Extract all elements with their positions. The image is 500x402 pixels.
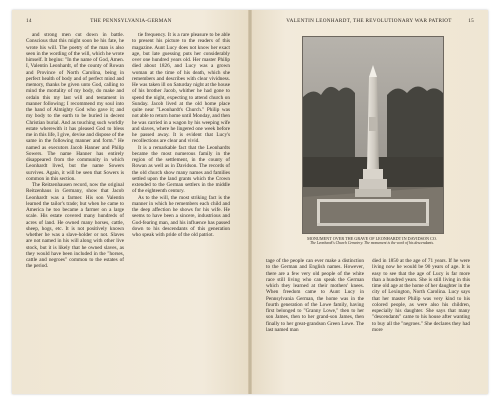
- photo-caption: [280, 236, 464, 246]
- book-spread: [12, 10, 488, 394]
- paragraph: and strong men cut down in battle. Conscious that this might soon be his fate, he wrote his will. The poetry of the man is also seen in the wording of the will, which he wrote himself. It begins: "In the name of God, Amen. I, Valentin Leonhardt, of the county of Rowan and Province of North Carolina, being in perfect health of body and of perfect mind and memory, thanks be given unto God, calling to mind the mortality of my body, do make and ordain this my last will and testament in manner following; I recommend my soul into the hand of Almighty God who gave it; and my body to the earth to be buried in decent Christian burial. And as touching such worldly estate wherewith it has pleased God to bless me in this life, I give, devise and dispose of the same in the following manner and form." He named as executors Jacob Hanner and Philip Sowers. The name Hanner has entirely disappeared from the community in which Leonhardt lived, but the name Sowers survives. Again, it will be seen that Sowers is common in this section.: [26, 32, 124, 182]
- monument-image: [303, 37, 443, 233]
- left-running-head: [26, 18, 236, 28]
- running-title: VALENTIN LEONHARDT, THE REVOLUTIONARY WAR PATRIOT: [286, 18, 452, 24]
- right-column-1: [266, 258, 364, 386]
- monument-photo: [302, 36, 444, 234]
- paragraph: It is a remarkable fact that the Leonhardts became the most numerous family in the region of the settlement, in the county of Rowan as well as in Davidson. The records of the old church show many names and families settled upon the land grants which the Crown extended to the German settlers in the middle of the eighteenth century.: [132, 144, 230, 195]
- paragraph: The Reitzenhausen record, now the original Reitzenhaus in Germany, show that Jacob Leonhardt was a farmer. His son Valentin learned the tailor's trade; but when he came to America he too became a farmer on a large scale. His estate covered many hundreds of acres of land. He owned many horses, cattle, sheep, hogs, etc. It is not positively known whether he was a slave-holder or not. Slaves are not named in his will along with other live stock, but it is likely that he owned slaves, as they would have been included in the "horses, cattle and negroes" common to the estates of the period.: [26, 182, 124, 270]
- running-title: THE PENNSYLVANIA-GERMAN: [90, 18, 172, 24]
- page-number: 14: [26, 18, 32, 24]
- right-page: [250, 10, 488, 394]
- left-page: [12, 10, 250, 394]
- right-column-2: [372, 258, 470, 386]
- paragraph: As to the will, the most striking fact is the manner in which he remembers each child and the deep affection he shows for his wife. He seems to have been a sincere, industrious and God-fearing man, and his influence has passed down to his descendants of this generation who speak with pride of the old patriot.: [132, 194, 230, 238]
- paragraph: tage of the people can ever make a distinction to the German and English names. However, there are a few very old people of the white race still living who can speak the German which they learned at their mothers' knees. When freedom came to Aunt Lucy in Pennsylvania German, the home was in the fourth generation of the Lowe family, having first belonged to "Granny Lowe," then to her son James, then to her grand-son James, then finally to her great-grandson Green Lowe. The last named man: [266, 258, 364, 333]
- right-running-head: [264, 18, 474, 28]
- caption-subtitle: The Leonhardt's Church Cemetery. The monument is the work of his descendants.: [310, 241, 434, 245]
- left-column-1: [26, 32, 124, 382]
- page-number: 15: [468, 18, 474, 24]
- book-gutter: [248, 10, 252, 394]
- paragraph: tie frequency. It is a rare pleasure to be able to present his picture to the readers of this magazine. Aunt Lucy does not know her exact age, but late guessing puts her considerably over one hundred years old. Her master Philip died about 1826, and Lucy was a grown woman at the time of his death, which she remembers and describes with clear vividness. He was taken ill on Saturday night at the house of his brother Jacob, whither he had gone to spend the night, expecting to attend church on Sunday. Jacob lived at the old home place quite near "Leonhardt's Church." Philip was not able to return home until Monday, and then he was carried in a wagon by his weeping wife and slaves, where he lingered one week before he passed away. It is evident that Lucy's recollections are clear and vivid.: [132, 32, 230, 145]
- caption-title: MONUMENT OVER THE GRAVE OF LEONHARDT IN DAVIDSON CO.: [307, 236, 437, 241]
- paragraph: died in 1850 at the age of 71 years. If he were living now he would be 90 years of age. It is easy to see that the age of Lucy is far more than a hundred years. She is still living in this time old age at the home of her daughter in the city of Lexington, North Carolina. Lucy says that her master Philip was very kind to his colored people, as were also his children, especially his daughter. She says that many "descendants" came to his house after wanting to buy all the "negroes." She declares they had more: [372, 258, 470, 333]
- left-column-2: [132, 32, 230, 382]
